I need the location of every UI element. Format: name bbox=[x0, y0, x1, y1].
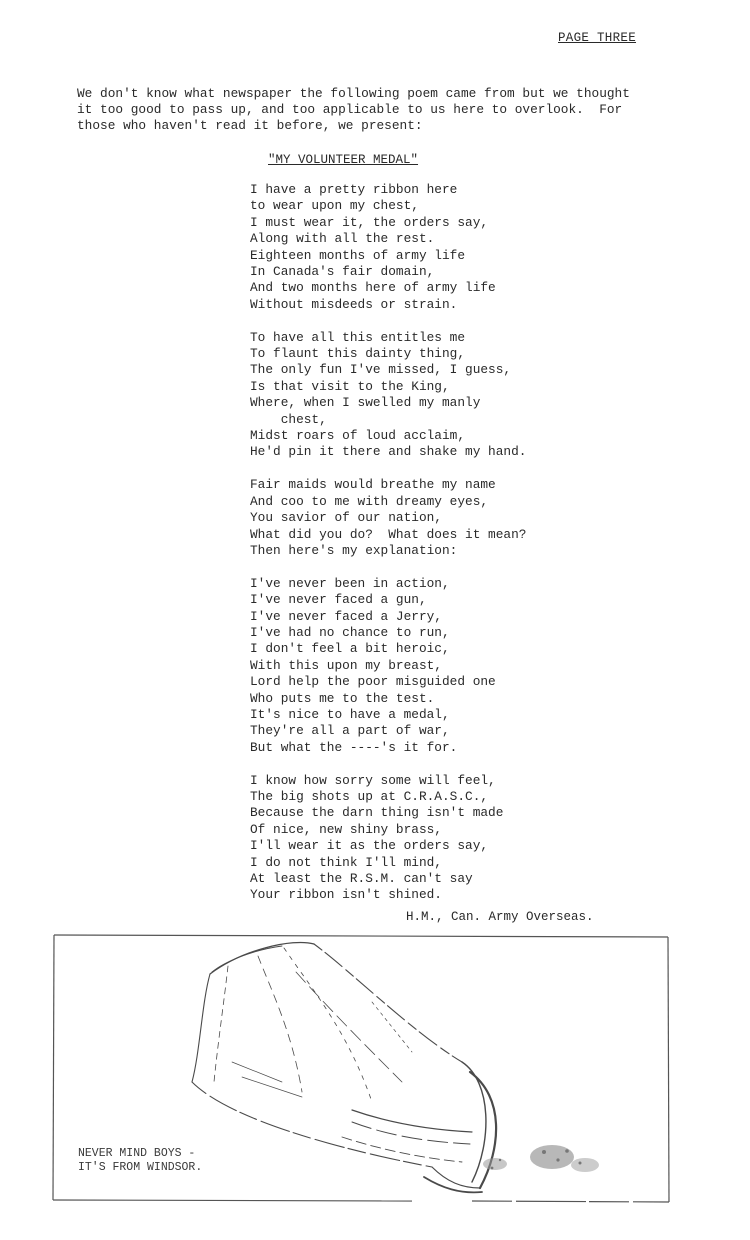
poem-line: I know how sorry some will feel, bbox=[250, 772, 496, 788]
poem-line: To flaunt this dainty thing, bbox=[250, 346, 466, 362]
caption-line: IT'S FROM WINDSOR. bbox=[78, 1161, 203, 1174]
page-label: PAGE THREE bbox=[558, 31, 637, 45]
caption-line: NEVER MIND BOYS - bbox=[78, 1147, 196, 1160]
poem-body bbox=[250, 182, 570, 920]
poem-line: What did you do? What does it mean? bbox=[250, 526, 527, 542]
poem-line: He'd pin it there and shake my hand. bbox=[250, 444, 527, 460]
poem-line: to wear upon my chest, bbox=[250, 198, 419, 214]
poem-title: "MY VOLUNTEER MEDAL" bbox=[268, 153, 419, 167]
intro-paragraph bbox=[77, 86, 667, 134]
poem-line: I've never been in action, bbox=[250, 575, 450, 591]
poem-line: I have a pretty ribbon here bbox=[250, 182, 458, 197]
poem-line: Along with all the rest. bbox=[250, 231, 435, 247]
poem-stanza-3 bbox=[250, 477, 570, 559]
intro-line: those who haven't read it before, we present: bbox=[77, 118, 423, 133]
poem-line: The big shots up at C.R.A.S.C., bbox=[250, 788, 489, 804]
poem-line: Of nice, new shiny brass, bbox=[250, 821, 442, 837]
poem-line: To have all this entitles me bbox=[250, 329, 466, 345]
poem-line: I'll wear it as the orders say, bbox=[250, 838, 489, 854]
poem-line: chest, bbox=[250, 411, 327, 427]
poem-line: And two months here of army life bbox=[250, 280, 496, 296]
cartoon-panel bbox=[52, 932, 670, 1204]
tipped-glass-icon bbox=[192, 942, 496, 1192]
poem-line: Because the darn thing isn't made bbox=[250, 805, 504, 821]
poem-line: Your ribbon isn't shined. bbox=[250, 887, 442, 903]
poem-line: But what the ----'s it for. bbox=[250, 739, 458, 755]
poem-line: I do not think I'll mind, bbox=[250, 854, 442, 870]
poem-line: Where, when I swelled my manly bbox=[250, 395, 481, 411]
poem-line: Is that visit to the King, bbox=[250, 378, 450, 394]
poem-line: At least the R.S.M. can't say bbox=[250, 871, 473, 886]
poem-line: I've never faced a Jerry, bbox=[250, 608, 442, 624]
poem-attribution: H.M., Can. Army Overseas. bbox=[406, 910, 594, 924]
poem-line: Midst roars of loud acclaim, bbox=[250, 428, 466, 444]
poem-line: I don't feel a bit heroic, bbox=[250, 641, 450, 657]
poem-line: Then here's my explanation: bbox=[250, 542, 458, 558]
poem-line: With this upon my breast, bbox=[250, 657, 442, 673]
intro-line: it too good to pass up, and too applicable to us here to overlook. For bbox=[77, 102, 623, 117]
poem-line: They're all a part of war, bbox=[250, 723, 450, 739]
poem-line: Lord help the poor misguided one bbox=[250, 674, 496, 690]
poem-line: And coo to me with dreamy eyes, bbox=[250, 493, 489, 509]
intro-line: We don't know what newspaper the following poem came from but we thought bbox=[77, 86, 630, 101]
poem-line: I've never faced a gun, bbox=[250, 592, 427, 608]
poem-line: Eighteen months of army life bbox=[250, 247, 466, 263]
cartoon-caption bbox=[78, 1147, 202, 1175]
poem-line: It's nice to have a medal, bbox=[250, 706, 450, 722]
poem-line: Without misdeeds or strain. bbox=[250, 296, 458, 312]
poem-line: Who puts me to the test. bbox=[250, 690, 435, 706]
spill-spots-icon bbox=[483, 1145, 599, 1172]
poem-stanza-2 bbox=[250, 330, 570, 461]
poem-line: You savior of our nation, bbox=[250, 510, 442, 526]
poem-line: I must wear it, the orders say, bbox=[250, 214, 489, 230]
poem-line: Fair maids would breathe my name bbox=[250, 477, 496, 493]
poem-line: The only fun I've missed, I guess, bbox=[250, 362, 512, 378]
poem-line: In Canada's fair domain, bbox=[250, 264, 435, 280]
poem-stanza-1 bbox=[250, 182, 570, 313]
poem-stanza-4 bbox=[250, 576, 570, 756]
poem-stanza-5 bbox=[250, 773, 570, 904]
poem-line: I've had no chance to run, bbox=[250, 624, 450, 640]
